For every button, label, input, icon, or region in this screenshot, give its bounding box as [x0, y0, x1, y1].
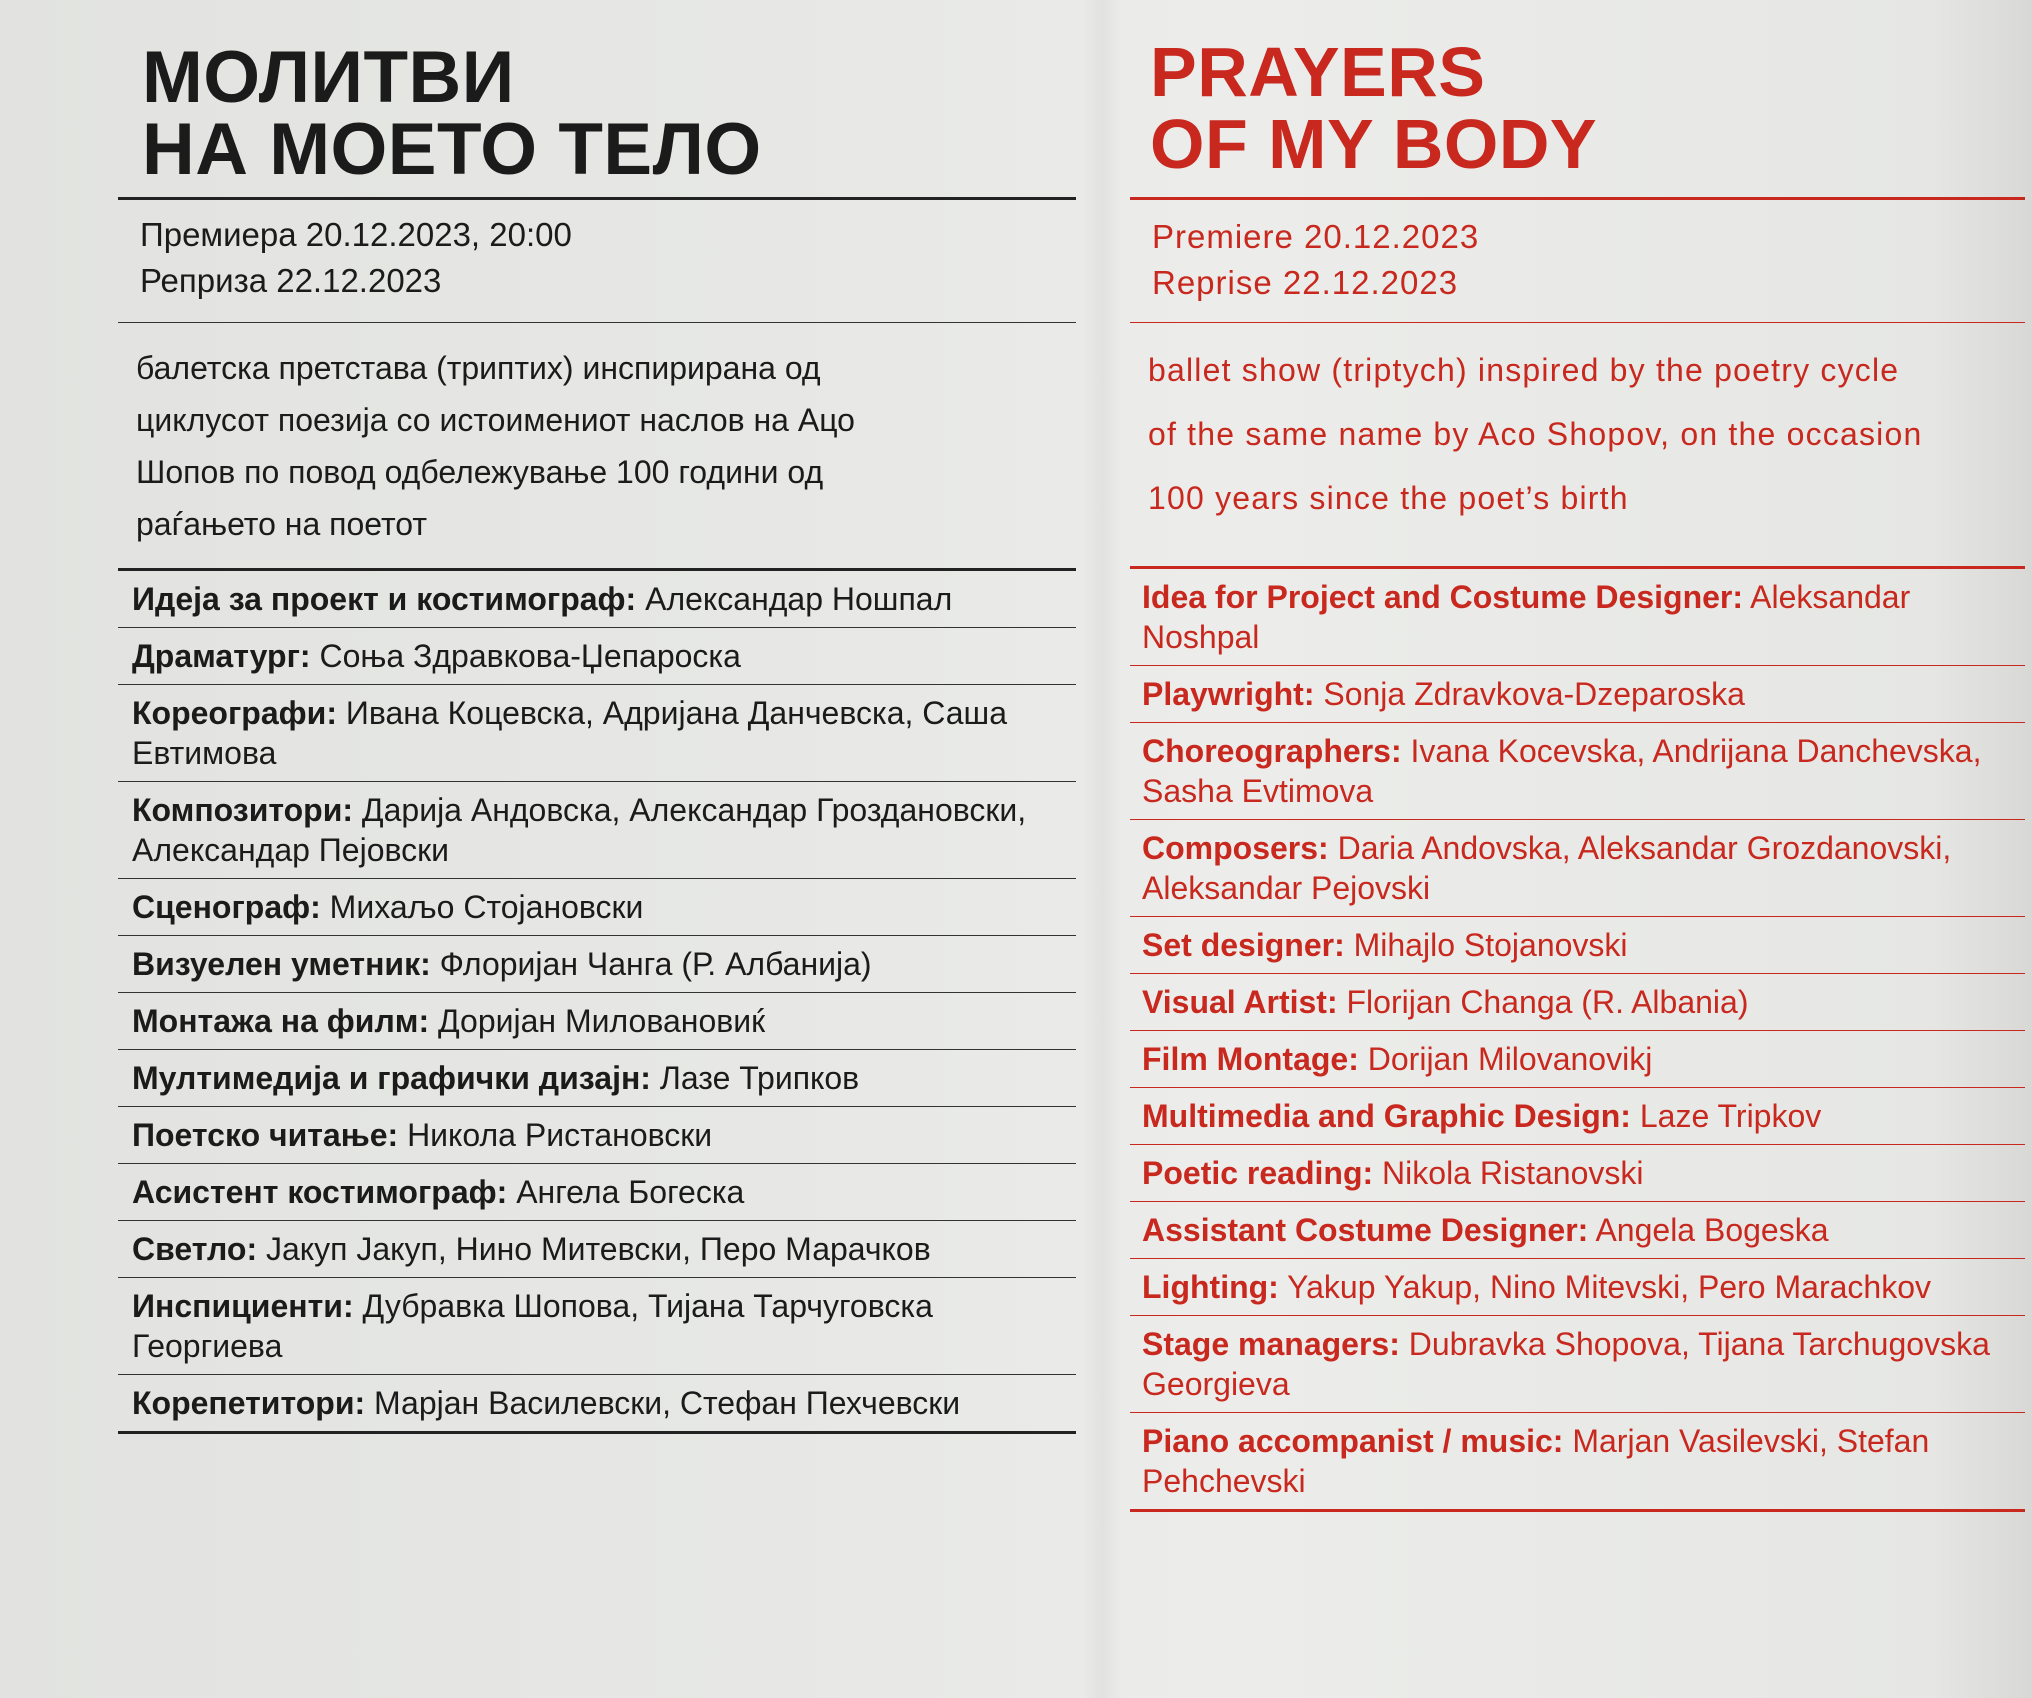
mk-credit-role: Визуелен уметник: [132, 946, 431, 982]
en-dates-rule [1130, 322, 2025, 323]
en-credit-role: Playwright: [1142, 676, 1315, 712]
en-credit-names: Angela Bogeska [1595, 1212, 1829, 1248]
mk-credit-role: Идеја за проект и костимограф: [132, 581, 637, 617]
en-credit-names: Marjan Vasilevski, Stefan Pehchevski [1142, 1423, 1930, 1499]
mk-credit-role: Инспициенти: [132, 1288, 354, 1324]
en-credit-names: Dubravka Shopova, Tijana Tarchugovska Georgieva [1142, 1326, 1990, 1402]
en-dates [1152, 214, 1479, 306]
en-credit-names: Daria Andovska, Aleksandar Grozdanovski, Aleksandar Pejovski [1142, 830, 1952, 906]
mk-credit-names: Флоријан Чанга (Р. Албанија) [439, 946, 872, 982]
mk-title-line-1: МОЛИТВИ [142, 37, 515, 118]
mk-credit-row [118, 993, 1076, 1050]
en-reprise-date: Reprise 22.12.2023 [1152, 264, 1459, 301]
mk-credit-names: Дубравка Шопова, Тијана Тарчуговска Георгиева [132, 1288, 933, 1364]
en-credit-role: Choreographers: [1142, 733, 1402, 769]
mk-credit-row [118, 685, 1076, 782]
en-credit-role: Assistant Costume Designer: [1142, 1212, 1589, 1248]
en-credit-row [1130, 1088, 2025, 1145]
en-credit-row [1130, 1413, 2025, 1512]
mk-credit-names: Марјан Василевски, Стефан Пехчевски [374, 1385, 961, 1421]
en-credit-row [1130, 917, 2025, 974]
en-credit-row [1130, 723, 2025, 820]
en-title-line-1: PRAYERS [1150, 33, 1486, 111]
en-credit-row [1130, 820, 2025, 917]
en-description-line: of the same name by Aco Shopov, on the occasion [1148, 416, 1923, 452]
en-credit-role: Idea for Project and Costume Designer: [1142, 579, 1744, 615]
en-credit-row [1130, 1316, 2025, 1413]
mk-description [136, 342, 1066, 550]
en-credit-names: Ivana Kocevska, Andrijana Danchevska, Sasha Evtimova [1142, 733, 1982, 809]
en-title [1150, 33, 1598, 183]
mk-dates-rule [118, 322, 1076, 323]
mk-description-line: раѓањето на поетот [136, 506, 428, 542]
mk-credit-role: Сценограф: [132, 889, 321, 925]
en-credit-role: Composers: [1142, 830, 1329, 866]
mk-credit-names: Дарија Андовска, Александар Гроздановски, Александар Пејовски [132, 792, 1027, 868]
mk-credit-row [118, 1221, 1076, 1278]
en-credit-names: Aleksandar Noshpal [1142, 579, 1911, 655]
mk-premiere-date: Премиера 20.12.2023, 20:00 [140, 216, 572, 253]
mk-credit-row [118, 1107, 1076, 1164]
mk-credit-row [118, 1375, 1076, 1434]
mk-title-line-2: НА МОЕТО ТЕЛО [142, 109, 762, 190]
mk-credit-role: Монтажа на филм: [132, 1003, 430, 1039]
mk-credit-row [118, 571, 1076, 628]
en-credit-names: Nikola Ristanovski [1382, 1155, 1644, 1191]
mk-credit-row [118, 1278, 1076, 1375]
en-credit-names: Dorijan Milovanovikj [1367, 1041, 1653, 1077]
mk-credit-role: Кореографи: [132, 695, 337, 731]
en-credit-role: Multimedia and Graphic Design: [1142, 1098, 1631, 1134]
mk-credit-names: Михаљо Стојановски [329, 889, 644, 925]
mk-reprise-date: Реприза 22.12.2023 [140, 262, 442, 299]
en-credits-list [1130, 569, 2025, 1512]
en-credit-row [1130, 1031, 2025, 1088]
en-credit-role: Film Montage: [1142, 1041, 1359, 1077]
en-description [1148, 338, 2028, 530]
en-title-rule [1130, 197, 2025, 200]
mk-description-line: Шопов по повод одбележување 100 години од [136, 454, 824, 490]
en-credit-row [1130, 1145, 2025, 1202]
en-credit-role: Lighting: [1142, 1269, 1279, 1305]
mk-title-rule [118, 197, 1076, 200]
en-premiere-date: Premiere 20.12.2023 [1152, 218, 1480, 255]
mk-credit-names: Јакуп Јакуп, Нино Митевски, Перо Марачков [265, 1231, 931, 1267]
mk-credit-role: Композитори: [132, 792, 354, 828]
mk-credit-role: Драматург: [132, 638, 311, 674]
mk-credit-names: Лазе Трипков [659, 1060, 860, 1096]
mk-credit-row [118, 628, 1076, 685]
en-credit-names: Mihajlo Stojanovski [1353, 927, 1628, 963]
mk-credit-row [118, 879, 1076, 936]
mk-description-line: циклусот поезија со истоимениот наслов на Ацо [136, 402, 855, 438]
en-credit-row [1130, 1202, 2025, 1259]
mk-credit-names: Александар Ношпал [645, 581, 953, 617]
en-credit-names: Sonja Zdravkova-Dzeparoska [1323, 676, 1745, 712]
en-credit-names: Laze Tripkov [1639, 1098, 1822, 1134]
mk-credit-names: Доријан Миловановиќ [438, 1003, 766, 1039]
mk-description-line: балетска претстава (триптих) инспирирана од [136, 350, 821, 386]
en-credit-names: Yakup Yakup, Nino Mitevski, Pero Marachkov [1287, 1269, 1931, 1305]
mk-credit-names: Соња Здравкова-Џепароска [319, 638, 741, 674]
mk-credits-list [118, 571, 1076, 1434]
mk-credit-role: Асистент костимограф: [132, 1174, 508, 1210]
en-credit-role: Visual Artist: [1142, 984, 1338, 1020]
en-credit-row [1130, 666, 2025, 723]
mk-credit-row [118, 1050, 1076, 1107]
english-column [1130, 0, 2025, 1698]
en-credit-role: Piano accompanist / music: [1142, 1423, 1564, 1459]
en-credit-role: Set designer: [1142, 927, 1345, 963]
en-title-line-2: OF MY BODY [1150, 105, 1598, 183]
en-credit-row [1130, 569, 2025, 666]
mk-credit-role: Мултимедија и графички дизајн: [132, 1060, 651, 1096]
en-credit-names: Florijan Changa (R. Albania) [1346, 984, 1749, 1020]
mk-credit-row [118, 936, 1076, 993]
mk-credit-role: Светло: [132, 1231, 258, 1267]
en-description-line: ballet show (triptych) inspired by the poetry cycle [1148, 352, 1900, 388]
mk-title [142, 37, 762, 190]
mk-credit-row [118, 1164, 1076, 1221]
en-credit-role: Stage managers: [1142, 1326, 1400, 1362]
mk-credit-names: Ангела Богеска [516, 1174, 745, 1210]
en-description-line: 100 years since the poet’s birth [1148, 480, 1629, 516]
mk-credit-role: Корепетитори: [132, 1385, 366, 1421]
mk-credit-names: Никола Ристановски [407, 1117, 713, 1153]
en-credit-row [1130, 1259, 2025, 1316]
mk-dates [140, 212, 572, 304]
en-credit-role: Poetic reading: [1142, 1155, 1374, 1191]
mk-credit-role: Поетско читање: [132, 1117, 399, 1153]
mk-credit-row [118, 782, 1076, 879]
macedonian-column [118, 0, 1076, 1698]
mk-credit-names: Ивана Коцевска, Адријана Данчевска, Саша Евтимова [132, 695, 1007, 771]
page-fold-shadow [1082, 0, 1122, 1698]
en-credit-row [1130, 974, 2025, 1031]
